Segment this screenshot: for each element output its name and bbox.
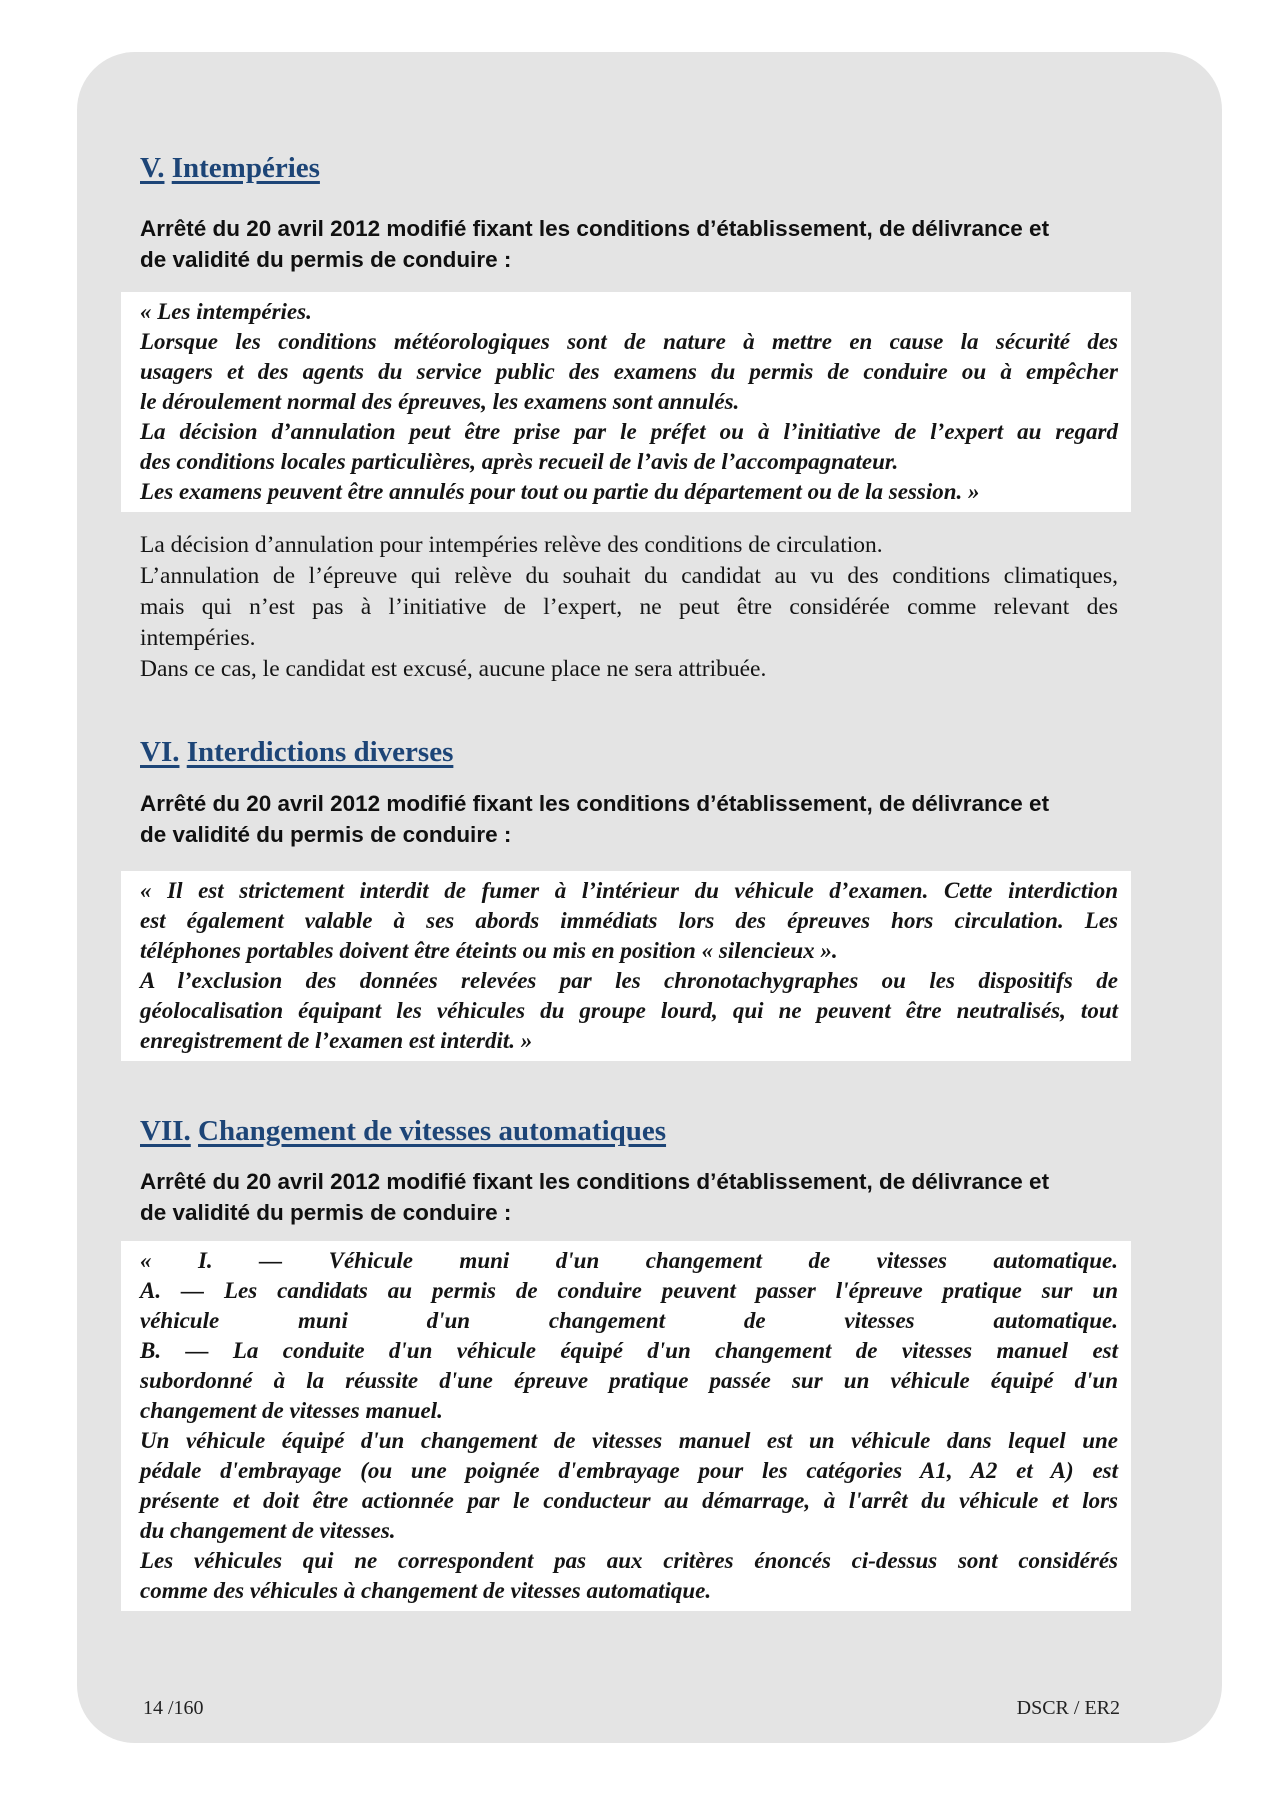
heading-title: Intempéries (171, 152, 320, 184)
quote-block-interdictions (121, 871, 1131, 1061)
heading-title: Changement de vitesses automatiques (198, 1115, 667, 1147)
text-line: A l’exclusion des données relevées par les chronotachygraphes ou les dispositifs de (140, 968, 1118, 993)
text-line: Dans ce cas, le candidat est excusé, aucune place ne sera attribuée. (140, 656, 767, 682)
page-number: 14 /160 (143, 1697, 204, 1719)
text-line: des conditions locales particulières, après recueil de l’avis de l’accompagnateur. (140, 449, 899, 474)
text-line: mais qui n’est pas à l’initiative de l’expert, ne peut être considérée comme relevant des (140, 594, 1118, 620)
text-line: présente et doit être actionnée par le conducteur au démarrage, à l'arrêt du véhicule et lors (140, 1488, 1118, 1513)
text-line: le déroulement normal des épreuves, les examens sont annulés. (140, 389, 740, 414)
text-line: Un véhicule équipé d'un changement de vitesses manuel est un véhicule dans lequel une (140, 1428, 1118, 1453)
text-line: usagers et des agents du service public des examens du permis de conduire ou à empêcher (140, 359, 1118, 384)
text-line: La décision d’annulation pour intempéries relève des conditions de circulation. (140, 532, 883, 558)
text-line: du changement de vitesses. (140, 1518, 396, 1543)
arrete-line: de validité du permis de conduire : (140, 822, 512, 847)
heading-number: VII. (140, 1115, 191, 1147)
heading-number: V. (140, 152, 165, 184)
text-line: Les examens peuvent être annulés pour tout ou partie du département ou de la session. » (140, 479, 980, 504)
section-heading-vi (140, 736, 1118, 769)
page-card (77, 52, 1222, 1743)
text-line: Les véhicules qui ne correspondent pas aux critères énoncés ci-dessus sont considérés (140, 1548, 1118, 1573)
text-line: B. — La conduite d'un véhicule équipé d'un changement de vitesses manuel est (140, 1338, 1118, 1363)
text-line: « Il est strictement interdit de fumer à l’intérieur du véhicule d’examen. Cette interdiction (140, 878, 1118, 903)
text-line: changement de vitesses manuel. (140, 1398, 443, 1423)
section-heading-vii (140, 1115, 1118, 1148)
text-line: A. — Les candidats au permis de conduire peuvent passer l'épreuve pratique sur un (140, 1278, 1118, 1303)
text-line: La décision d’annulation peut être prise par le préfet ou à l’initiative de l’expert au regard (140, 419, 1118, 444)
arrete-intro-paragraph-v (140, 213, 1130, 275)
text-line: téléphones portables doivent être éteints ou mis en position « silencieux ». (140, 938, 838, 963)
text-line: véhicule muni d'un changement de vitesses automatique. (140, 1308, 1118, 1333)
arrete-line: de validité du permis de conduire : (140, 1200, 512, 1225)
arrete-line: de validité du permis de conduire : (140, 247, 512, 272)
section-heading-v (140, 152, 1118, 185)
quote-block-vitesses-automatiques (121, 1241, 1131, 1611)
text-line: « I. — Véhicule muni d'un changement de vitesses automatique. (140, 1248, 1118, 1273)
text-line: enregistrement de l’examen est interdit. » (140, 1028, 533, 1053)
doc-reference: DSCR / ER2 (1016, 1697, 1120, 1719)
text-line: comme des véhicules à changement de vitesses automatique. (140, 1578, 712, 1603)
page-footer (143, 1697, 1120, 1720)
heading-title: Interdictions diverses (186, 736, 454, 768)
arrete-intro-paragraph-vii (140, 1166, 1130, 1228)
text-line: L’annulation de l’épreuve qui relève du souhait du candidat au vu des conditions climatiques, (140, 563, 1118, 589)
arrete-line: Arrêté du 20 avril 2012 modifié fixant les conditions d’établissement, de délivrance et (140, 216, 1050, 241)
text-line: « Les intempéries. (140, 299, 312, 324)
text-line: Lorsque les conditions météorologiques sont de nature à mettre en cause la sécurité des (140, 329, 1118, 354)
quote-block-intemperies (121, 292, 1131, 512)
text-line: pédale d'embrayage (ou une poignée d'embrayage pour les catégories A1, A2 et A) est (140, 1458, 1118, 1483)
body-paragraph-intemperies (140, 530, 1118, 685)
text-line: subordonné à la réussite d'une épreuve pratique passée sur un véhicule équipé d'un (140, 1368, 1118, 1393)
text-line: géolocalisation équipant les véhicules du groupe lourd, qui ne peuvent être neutralisés, tout (140, 998, 1118, 1023)
text-line: est également valable à ses abords immédiats lors des épreuves hors circulation. Les (140, 908, 1118, 933)
arrete-intro-paragraph-vi (140, 788, 1130, 850)
heading-number: VI. (140, 736, 180, 768)
arrete-line: Arrêté du 20 avril 2012 modifié fixant les conditions d’établissement, de délivrance et (140, 791, 1050, 816)
arrete-line: Arrêté du 20 avril 2012 modifié fixant les conditions d’établissement, de délivrance et (140, 1169, 1050, 1194)
text-line: intempéries. (140, 625, 256, 651)
